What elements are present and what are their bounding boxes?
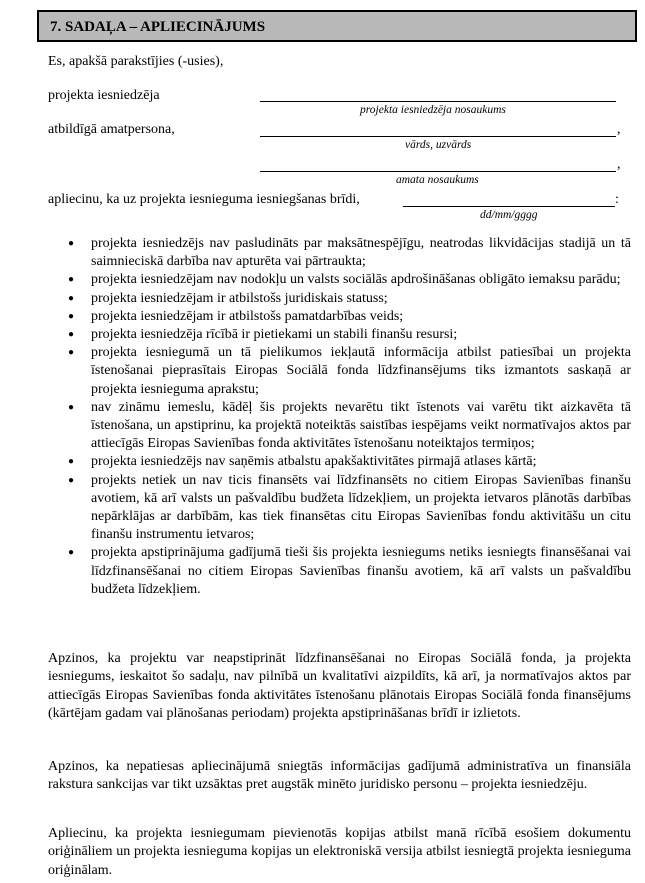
bullet-icon: ● xyxy=(68,274,75,286)
date-hint: dd/mm/gggg xyxy=(480,209,538,221)
list-item: ● projekts netiek un nav ticis finansēts vai līdzfinansēts no citiem Eiropas Savienības finanšu avotiem, kā arī valsts un pašvaldību budžeta līdzekļiem, un projekta ietvaros plānotās darbības nepārklājas ar darbībām, kas tiek finansētas citu Eiropas Savienības fondu aktivitāšu un citu finanšu instrumentu ietvaros; xyxy=(68,472,631,543)
official-position-field[interactable] xyxy=(260,171,616,172)
list-item: ● nav zināmu iemeslu, kādēļ šis projekts nevarētu tikt īstenots vai varētu tikt aizkavēta tā īstenošana, un apstiprinu, ka projektā noteiktās saistības iespējams veikt normatīvajos aktos par attiecīgās Eiropas Savienības fonda aktivitātes īstenošanu noteiktajos termiņos; xyxy=(68,399,631,452)
bullet-icon: ● xyxy=(68,401,75,413)
bullet-icon: ● xyxy=(68,292,75,304)
position-hint: amata nosaukums xyxy=(396,174,479,186)
name-hint: vārds, uzvārds xyxy=(405,139,472,151)
bullet-icon: ● xyxy=(68,347,75,359)
official-label: atbildīgā amatpersona, xyxy=(48,122,175,137)
list-item: ● projekta iesniedzējs nav pasludināts par maksātnespējīgu, neatrodas likvidācijas stadijā un tā saimnieciskā darbība nav apturēta vai pārtraukta; xyxy=(68,236,631,270)
paragraph-copies: Apliecinu, ka projekta iesniegumam pievienotās kopijas atbilst manā rīcībā esošiem dokumentu oriģināliem un projekta iesnieguma kopijas un elektroniskā versija atbilst iesniegtā projekta iesnieguma oriģinālam. xyxy=(48,826,631,878)
paragraph-non-approval: Apzinos, ka projektu var neapstiprināt līdzfinansēšanai no Eiropas Sociālā fonda, ja projekta iesniegums, ieskaitot šo sadaļu, nav pilnībā un kvalitatīvi aizpildīts, kā arī, ja normatīvajos aktos par attiecīgās Eiropas Savienības fonda aktivitātes īstenošanu plānotais Eiropas Sociālā fonda finansējums (kārtējam gadam vai plānošanas periodam) projekta apstiprināšanas brīdī ir izlietots. xyxy=(48,651,631,722)
applicant-label: projekta iesniedzēja xyxy=(48,88,160,103)
official-name-field[interactable] xyxy=(260,136,616,137)
bullet-icon: ● xyxy=(68,238,75,249)
section-title xyxy=(37,10,637,42)
bullet-icon: ● xyxy=(68,456,75,468)
list-item: ● projekta iesniedzējam ir atbilstošs pamatdarbības veids; xyxy=(48,308,631,326)
paragraph-sanctions: Apzinos, ka nepatiesas apliecinājumā sniegtās informācijas gadījumā administratīva un finansiāla rakstura sankcijas var tikt uzsāktas pret augstāk minēto juridisko personu – projekta iesniedzēju. xyxy=(48,759,631,793)
list-item: ● projekta iesniedzējs nav saņēmis atbalstu apakšaktivitātes pirmajā atlases kārtā; xyxy=(48,453,631,471)
list-item: ● projekta iesniedzēja rīcībā ir pietiekami un stabili finanšu resursi; xyxy=(48,326,631,344)
list-item: ● projekta iesniegumā un tā pielikumos iekļautā informācija atbilst patiesībai un projekta īstenošanai pieprasītais Eiropas Sociālā fonda līdzfinansējums tiks izmantots saskaņā ar projekta iesnieguma aprakstu; xyxy=(68,345,631,397)
bullet-icon: ● xyxy=(68,329,75,341)
list-item: ● projekta apstiprinājuma gadījumā tieši šis projekta iesniegums netiks iesniegts finansēšanai vai līdzfinansēšanai no citiem Eiropas Savienības finanšu avotiem, kā arī valsts un pašvaldību budžeta līdzekļiem. xyxy=(68,545,631,597)
date-field[interactable] xyxy=(403,206,615,207)
list-item: ● projekta iesniedzējam nav nodokļu un valsts sociālās apdrošināšanas obligāto iemaksu parādu; xyxy=(48,271,631,289)
section-title-text: 7. SADAĻA – APLIECINĀJUMS xyxy=(50,19,266,35)
declaration-bullet-list xyxy=(48,235,631,599)
official-name-comma: , xyxy=(617,122,621,137)
intro-text: Es, apakšā parakstījies (-usies), xyxy=(48,54,224,69)
list-item: ● projekta iesniedzējam ir atbilstošs juridiskais statuss; xyxy=(48,290,631,308)
applicant-hint: projekta iesniedzēja nosaukums xyxy=(360,104,506,116)
official-position-comma: , xyxy=(617,157,621,172)
bullet-icon: ● xyxy=(68,547,75,559)
bullet-icon: ● xyxy=(68,310,75,322)
date-colon: : xyxy=(615,192,619,207)
applicant-name-field[interactable] xyxy=(260,101,616,102)
bullet-icon: ● xyxy=(68,474,75,486)
date-label: apliecinu, ka uz projekta iesnieguma iesniegšanas brīdi, xyxy=(48,192,360,207)
